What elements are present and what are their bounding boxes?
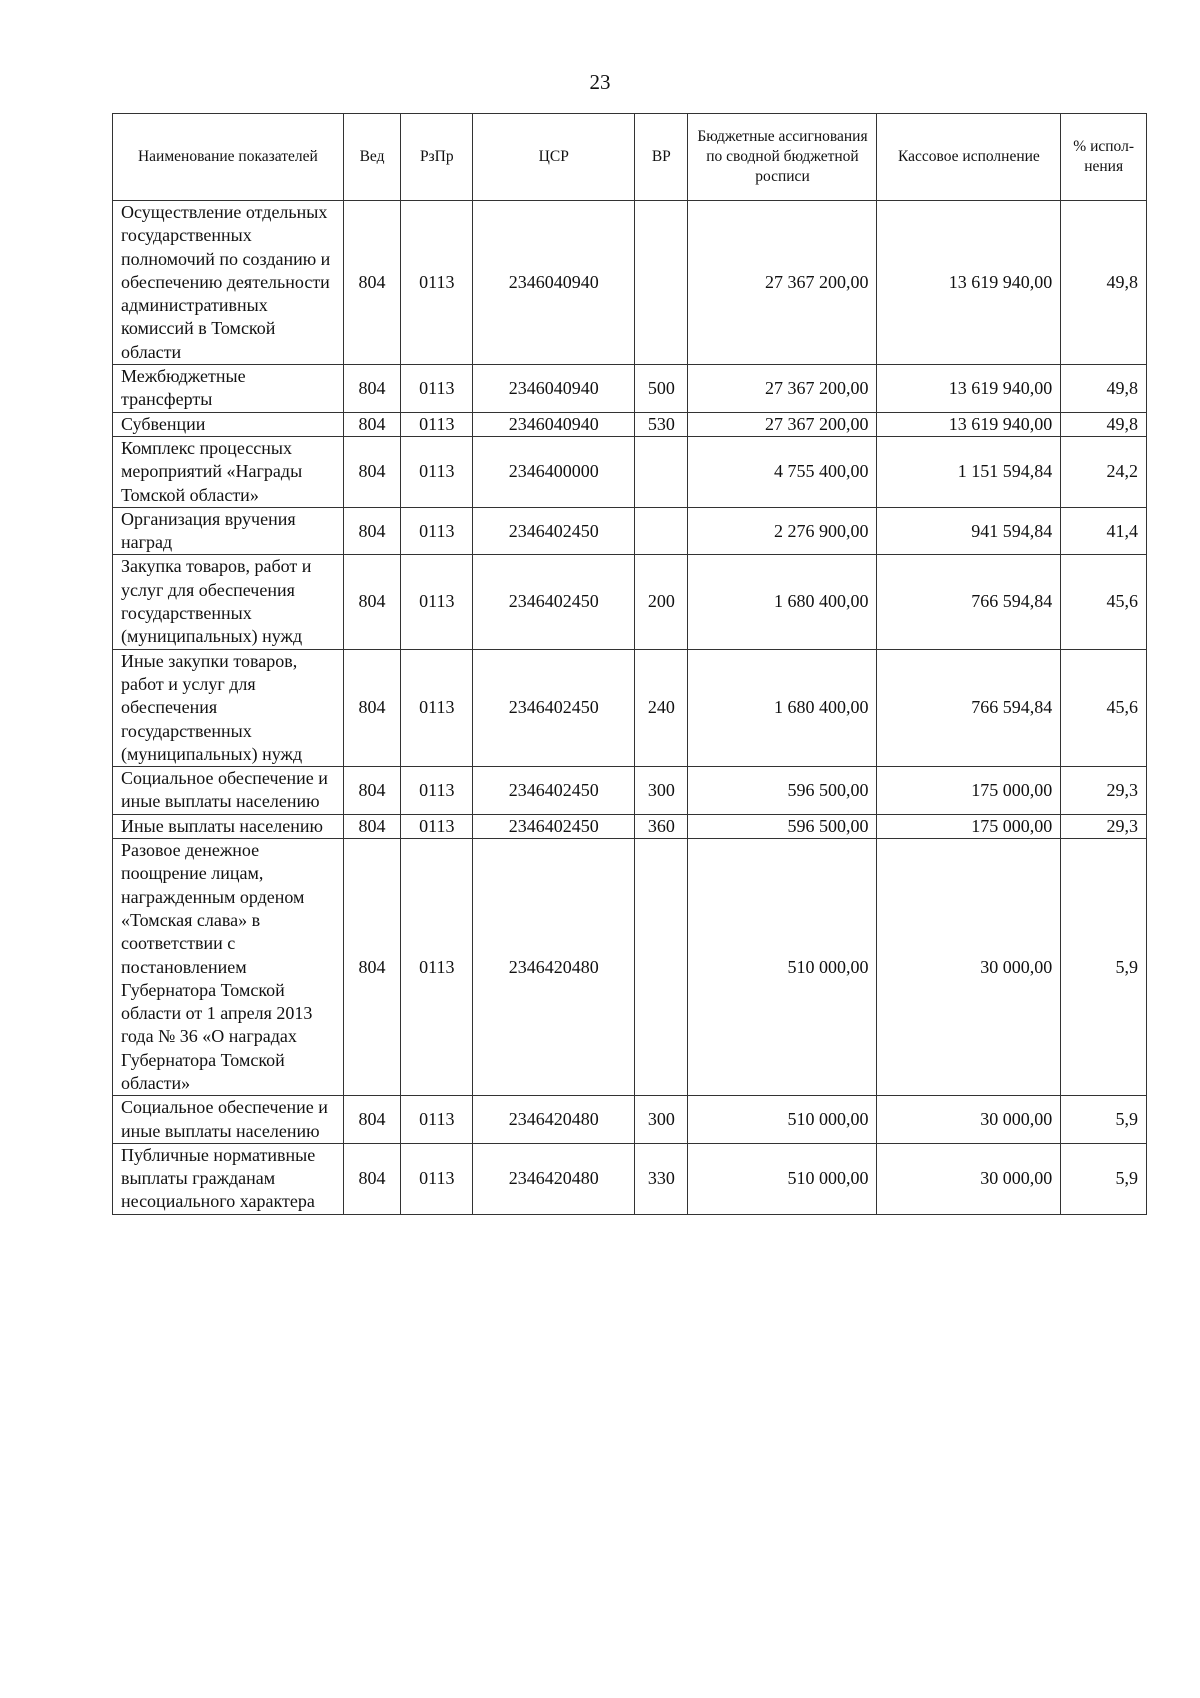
cell-percent: 5,9 <box>1061 839 1147 1096</box>
cell-cash: 13 619 940,00 <box>877 412 1061 436</box>
cell-csr: 2346040940 <box>473 365 635 413</box>
cell-name: Осуществление отдельных государственных полномочий по созданию и обеспечению деятельности административных комиссий в Томской области <box>113 201 344 365</box>
cell-rzpr: 0113 <box>401 436 473 507</box>
cell-ved: 804 <box>343 507 400 555</box>
cell-rzpr: 0113 <box>401 507 473 555</box>
cell-percent: 49,8 <box>1061 201 1147 365</box>
cell-vr <box>635 839 688 1096</box>
cell-cash: 30 000,00 <box>877 839 1061 1096</box>
table-body <box>113 201 1147 1215</box>
table-row <box>113 767 1147 815</box>
cell-rzpr: 0113 <box>401 365 473 413</box>
cell-vr: 300 <box>635 1096 688 1144</box>
header-budget: Бюджетные ассигнования по сводной бюджетной росписи <box>688 114 877 201</box>
cell-cash: 175 000,00 <box>877 814 1061 838</box>
cell-csr: 2346040940 <box>473 201 635 365</box>
cell-cash: 941 594,84 <box>877 507 1061 555</box>
cell-csr: 2346420480 <box>473 1096 635 1144</box>
cell-rzpr: 0113 <box>401 767 473 815</box>
cell-percent: 49,8 <box>1061 365 1147 413</box>
cell-cash: 175 000,00 <box>877 767 1061 815</box>
cell-budget: 596 500,00 <box>688 814 877 838</box>
cell-rzpr: 0113 <box>401 1143 473 1214</box>
cell-vr: 500 <box>635 365 688 413</box>
cell-percent: 45,6 <box>1061 555 1147 649</box>
cell-rzpr: 0113 <box>401 814 473 838</box>
table-row <box>113 1096 1147 1144</box>
table-row <box>113 555 1147 649</box>
cell-budget: 510 000,00 <box>688 1143 877 1214</box>
cell-vr <box>635 507 688 555</box>
cell-budget: 4 755 400,00 <box>688 436 877 507</box>
cell-ved: 804 <box>343 365 400 413</box>
page-number: 23 <box>589 70 611 94</box>
table-row <box>113 839 1147 1096</box>
cell-vr: 300 <box>635 767 688 815</box>
cell-budget: 510 000,00 <box>688 1096 877 1144</box>
cell-ved: 804 <box>343 201 400 365</box>
cell-csr: 2346402450 <box>473 649 635 766</box>
cell-rzpr: 0113 <box>401 649 473 766</box>
cell-budget: 596 500,00 <box>688 767 877 815</box>
cell-name: Закупка товаров, работ и услуг для обеспечения государственных (муниципальных) нужд <box>113 555 344 649</box>
cell-percent: 41,4 <box>1061 507 1147 555</box>
cell-csr: 2346420480 <box>473 1143 635 1214</box>
cell-budget: 27 367 200,00 <box>688 412 877 436</box>
cell-name: Иные закупки товаров, работ и услуг для обеспечения государственных (муниципальных) нужд <box>113 649 344 766</box>
cell-name: Иные выплаты населению <box>113 814 344 838</box>
cell-name: Разовое денежное поощрение лицам, награжденным орденом «Томская слава» в соответствии с постановлением Губернатора Томской области от 1 апреля 2013 года № 36 «О наградах Губернатора Томской области» <box>113 839 344 1096</box>
cell-vr: 530 <box>635 412 688 436</box>
table-row <box>113 507 1147 555</box>
cell-cash: 1 151 594,84 <box>877 436 1061 507</box>
cell-vr <box>635 201 688 365</box>
header-percent: % испол-нения <box>1061 114 1147 201</box>
cell-ved: 804 <box>343 767 400 815</box>
cell-cash: 766 594,84 <box>877 649 1061 766</box>
cell-percent: 29,3 <box>1061 767 1147 815</box>
cell-vr: 240 <box>635 649 688 766</box>
cell-percent: 5,9 <box>1061 1096 1147 1144</box>
cell-ved: 804 <box>343 555 400 649</box>
table-row <box>113 814 1147 838</box>
table-row <box>113 436 1147 507</box>
table-row <box>113 649 1147 766</box>
table-row <box>113 201 1147 365</box>
cell-cash: 13 619 940,00 <box>877 365 1061 413</box>
cell-budget: 2 276 900,00 <box>688 507 877 555</box>
table-row <box>113 365 1147 413</box>
cell-budget: 510 000,00 <box>688 839 877 1096</box>
cell-ved: 804 <box>343 1143 400 1214</box>
cell-name: Публичные нормативные выплаты гражданам несоциального характера <box>113 1143 344 1214</box>
cell-ved: 804 <box>343 649 400 766</box>
cell-csr: 2346400000 <box>473 436 635 507</box>
table-row <box>113 412 1147 436</box>
cell-percent: 45,6 <box>1061 649 1147 766</box>
cell-csr: 2346402450 <box>473 555 635 649</box>
cell-csr: 2346420480 <box>473 839 635 1096</box>
cell-percent: 5,9 <box>1061 1143 1147 1214</box>
cell-cash: 766 594,84 <box>877 555 1061 649</box>
cell-budget: 27 367 200,00 <box>688 365 877 413</box>
cell-name: Межбюджетные трансферты <box>113 365 344 413</box>
cell-vr: 360 <box>635 814 688 838</box>
table-row <box>113 1143 1147 1214</box>
cell-ved: 804 <box>343 814 400 838</box>
cell-rzpr: 0113 <box>401 1096 473 1144</box>
cell-name: Комплекс процессных мероприятий «Награды Томской области» <box>113 436 344 507</box>
cell-ved: 804 <box>343 1096 400 1144</box>
cell-budget: 1 680 400,00 <box>688 649 877 766</box>
cell-ved: 804 <box>343 839 400 1096</box>
header-csr: ЦСР <box>473 114 635 201</box>
cell-rzpr: 0113 <box>401 555 473 649</box>
cell-name: Субвенции <box>113 412 344 436</box>
cell-name: Социальное обеспечение и иные выплаты населению <box>113 1096 344 1144</box>
header-cash: Кассовое исполнение <box>877 114 1061 201</box>
cell-ved: 804 <box>343 436 400 507</box>
cell-budget: 1 680 400,00 <box>688 555 877 649</box>
header-ved: Вед <box>343 114 400 201</box>
header-name: Наименование показателей <box>113 114 344 201</box>
cell-rzpr: 0113 <box>401 412 473 436</box>
cell-percent: 24,2 <box>1061 436 1147 507</box>
cell-rzpr: 0113 <box>401 839 473 1096</box>
cell-vr: 200 <box>635 555 688 649</box>
header-vr: ВР <box>635 114 688 201</box>
cell-cash: 30 000,00 <box>877 1143 1061 1214</box>
cell-csr: 2346402450 <box>473 814 635 838</box>
cell-percent: 29,3 <box>1061 814 1147 838</box>
cell-name: Организация вручения наград <box>113 507 344 555</box>
cell-vr: 330 <box>635 1143 688 1214</box>
cell-ved: 804 <box>343 412 400 436</box>
cell-percent: 49,8 <box>1061 412 1147 436</box>
table-header-row <box>113 114 1147 201</box>
cell-csr: 2346040940 <box>473 412 635 436</box>
header-rzpr: РзПр <box>401 114 473 201</box>
cell-vr <box>635 436 688 507</box>
cell-csr: 2346402450 <box>473 767 635 815</box>
cell-csr: 2346402450 <box>473 507 635 555</box>
cell-name: Социальное обеспечение и иные выплаты населению <box>113 767 344 815</box>
cell-budget: 27 367 200,00 <box>688 201 877 365</box>
cell-rzpr: 0113 <box>401 201 473 365</box>
cell-cash: 30 000,00 <box>877 1096 1061 1144</box>
budget-execution-table <box>112 113 1147 1215</box>
cell-cash: 13 619 940,00 <box>877 201 1061 365</box>
